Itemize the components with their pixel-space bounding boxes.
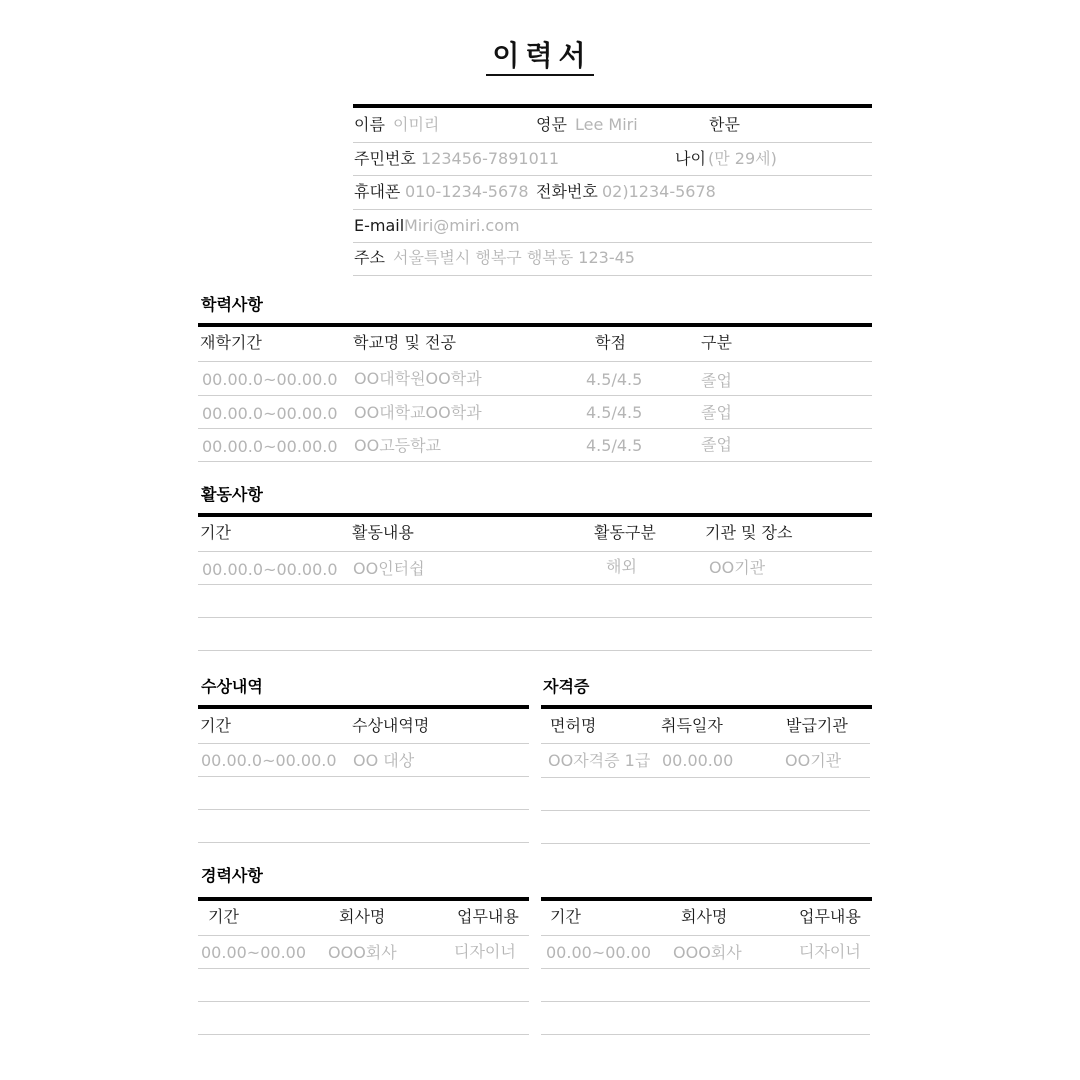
education-heading: 학력사항	[201, 295, 263, 314]
divider	[541, 968, 870, 969]
certificates-cell: OO자격증 1급	[548, 751, 651, 770]
education-header-period: 재학기간	[200, 333, 262, 352]
email-label: E-mail	[354, 216, 405, 235]
divider	[198, 617, 872, 618]
education-cell: 졸업	[701, 435, 732, 454]
certificates-cell: 00.00.00	[662, 751, 734, 770]
divider	[198, 650, 872, 651]
divider	[198, 584, 872, 585]
career-left-header-duty: 업무내용	[457, 907, 519, 926]
divider	[198, 1034, 529, 1035]
activities-top-rule	[198, 513, 872, 517]
awards-header-period: 기간	[200, 716, 231, 735]
education-header-type: 구분	[701, 333, 732, 352]
certificates-header-issuer: 발급기관	[786, 716, 848, 735]
divider	[353, 142, 872, 143]
english-name-label: 영문	[536, 115, 567, 134]
activities-cell: OO기관	[709, 558, 766, 577]
email-value: Miri@miri.com	[404, 216, 520, 235]
awards-header-title: 수상내역명	[352, 716, 430, 735]
divider	[541, 935, 870, 936]
divider	[541, 1034, 870, 1035]
education-top-rule	[198, 323, 872, 327]
certificates-cell: OO기관	[785, 751, 842, 770]
divider	[541, 843, 870, 844]
age-value: (만 29세)	[708, 149, 777, 168]
divider	[541, 743, 870, 744]
phone-value: 02)1234-5678	[602, 182, 716, 201]
hanja-name-label: 한문	[709, 115, 740, 134]
divider	[198, 809, 529, 810]
document-title: 이력서	[0, 34, 1080, 74]
divider	[198, 461, 872, 462]
career-left-header-company: 회사명	[339, 907, 386, 926]
name-value: 이미리	[393, 115, 440, 134]
divider	[353, 275, 872, 276]
education-cell: OO고등학교	[354, 436, 442, 455]
divider	[198, 551, 872, 552]
career-right-cell: 디자이너	[799, 942, 861, 961]
career-right-header-duty: 업무내용	[799, 907, 861, 926]
career-left-cell: 00.00~00.00	[201, 943, 307, 962]
mobile-value: 010-1234-5678	[405, 182, 529, 201]
activities-heading: 활동사항	[201, 485, 263, 504]
awards-heading: 수상내역	[201, 677, 263, 696]
education-cell: OO대학원OO학과	[354, 369, 482, 388]
age-label: 나이	[675, 149, 706, 168]
awards-top-rule	[198, 705, 529, 709]
activities-cell: OO인터쉽	[353, 559, 425, 578]
divider	[198, 743, 529, 744]
education-cell: 졸업	[701, 371, 732, 390]
education-cell: 졸업	[701, 403, 732, 422]
divider	[541, 1001, 870, 1002]
education-cell: 4.5/4.5	[586, 436, 643, 455]
career-right-cell: OOO회사	[673, 943, 742, 962]
awards-cell: OO 대상	[353, 751, 415, 770]
education-cell: 4.5/4.5	[586, 403, 643, 422]
mobile-label: 휴대폰	[354, 182, 401, 201]
career-right-cell: 00.00~00.00	[546, 943, 652, 962]
activities-header-category: 활동구분	[594, 523, 656, 542]
education-cell: 00.00.0~00.00.0	[202, 437, 338, 456]
career-heading: 경력사항	[201, 866, 263, 885]
divider	[541, 810, 870, 811]
personal-top-rule	[353, 104, 872, 108]
activities-header-organization: 기관 및 장소	[705, 523, 793, 542]
divider	[198, 428, 872, 429]
career-left-cell: OOO회사	[328, 943, 397, 962]
divider	[353, 242, 872, 243]
id-number-label: 주민번호	[354, 149, 416, 168]
career-left-top-rule	[198, 897, 529, 901]
education-cell: 00.00.0~00.00.0	[202, 404, 338, 423]
divider	[198, 968, 529, 969]
education-cell: 4.5/4.5	[586, 370, 643, 389]
career-right-header-period: 기간	[550, 907, 581, 926]
divider	[353, 175, 872, 176]
education-header-gpa: 학점	[595, 333, 626, 352]
education-header-school: 학교명 및 전공	[353, 333, 456, 352]
certificates-header-date: 취득일자	[661, 716, 723, 735]
divider	[198, 361, 872, 362]
career-left-header-period: 기간	[208, 907, 239, 926]
education-cell: 00.00.0~00.00.0	[202, 370, 338, 389]
address-value: 서울특별시 행복구 행복동 123-45	[393, 248, 635, 267]
phone-label: 전화번호	[536, 182, 598, 201]
activities-header-content: 활동내용	[352, 523, 414, 542]
certificates-heading: 자격증	[543, 677, 590, 696]
divider	[541, 777, 870, 778]
address-label: 주소	[354, 248, 385, 267]
divider	[198, 776, 529, 777]
career-left-cell: 디자이너	[454, 942, 516, 961]
divider	[353, 209, 872, 210]
divider	[198, 395, 872, 396]
career-right-top-rule	[541, 897, 872, 901]
certificates-header-license: 면허명	[550, 716, 597, 735]
id-number-value: 123456-7891011	[421, 149, 560, 168]
awards-cell: 00.00.0~00.00.0	[201, 751, 337, 770]
name-label: 이름	[354, 115, 385, 134]
activities-header-period: 기간	[200, 523, 231, 542]
divider	[198, 1001, 529, 1002]
certificates-top-rule	[541, 705, 872, 709]
activities-cell: 해외	[606, 557, 637, 576]
divider	[198, 935, 529, 936]
activities-cell: 00.00.0~00.00.0	[202, 560, 338, 579]
career-right-header-company: 회사명	[681, 907, 728, 926]
education-cell: OO대학교OO학과	[354, 403, 482, 422]
divider	[198, 842, 529, 843]
english-name-value: Lee Miri	[575, 115, 638, 134]
